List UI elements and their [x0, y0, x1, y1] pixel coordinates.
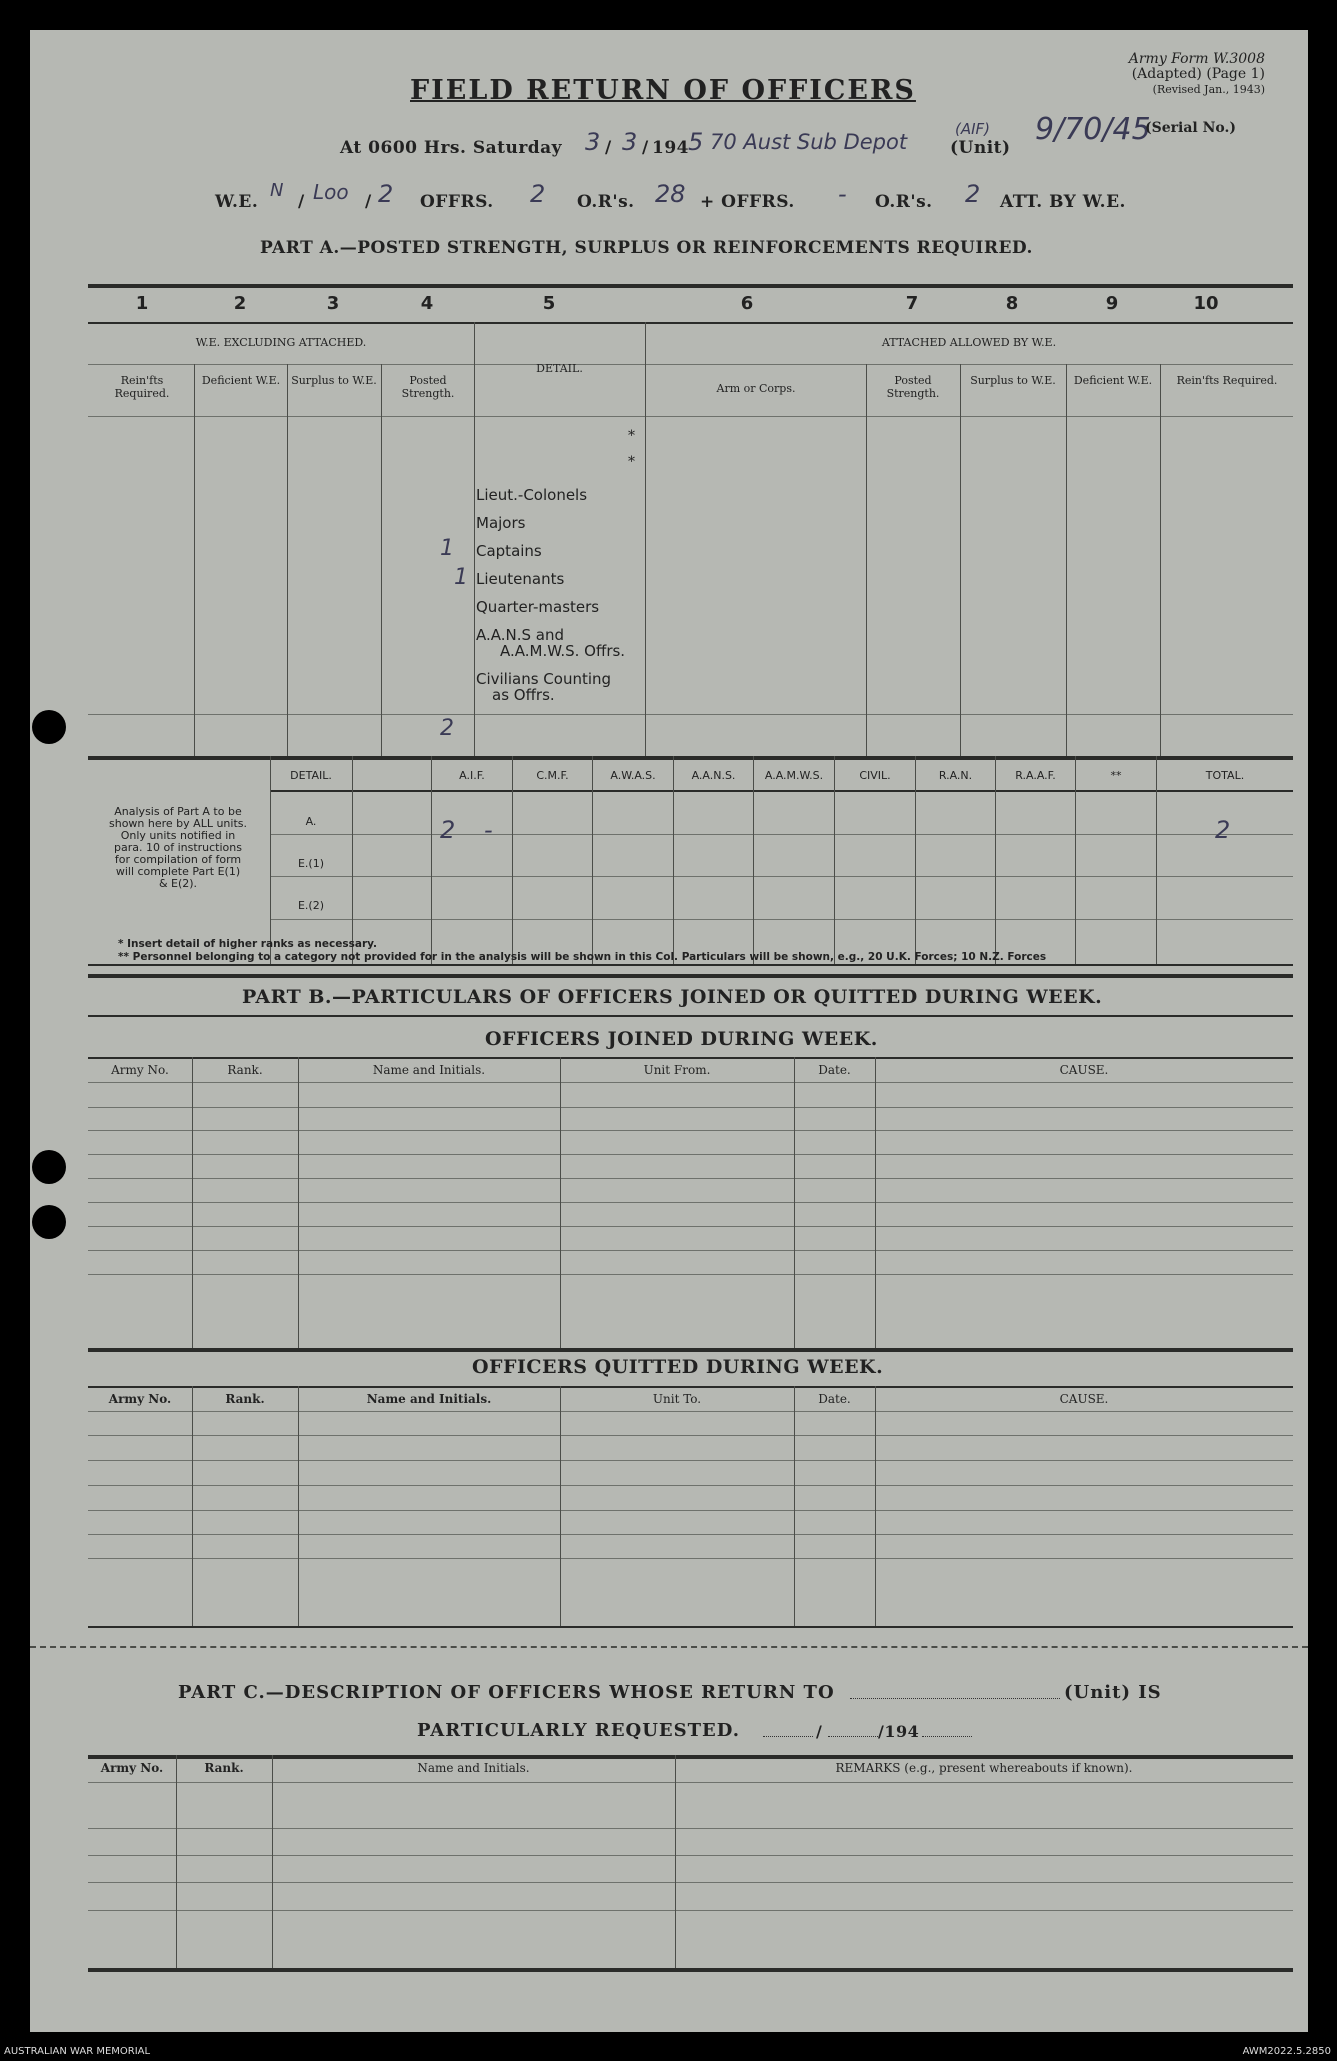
footnote-1: * Insert detail of higher ranks as necessary. [118, 938, 377, 950]
col-number: 6 [740, 293, 754, 314]
year-prefix: 194 [652, 138, 689, 158]
unit-aif: (AIF) [955, 120, 991, 138]
part-c-year: /194 [878, 1722, 920, 1741]
detail-header: DETAIL. [536, 362, 583, 375]
rank-lieutenants: Lieutenants [476, 570, 565, 588]
col3-header: Surplus to W.E. [291, 374, 377, 387]
footer-right: AWM2022.5.2850 [1242, 2046, 1331, 2057]
serial-handwritten: 9/70/45 [1035, 112, 1151, 147]
quitted-heading: OFFICERS QUITTED DURING WEEK. [472, 1356, 884, 1378]
part-c-month-blank [828, 1736, 878, 1737]
quitted-col-cause: CAUSE. [1059, 1392, 1109, 1406]
col-number: 2 [233, 293, 247, 314]
form-title: FIELD RETURN OF OFFICERS [410, 75, 916, 106]
rank-captains: Captains [476, 542, 542, 560]
rank-aamws: A.A.M.W.S. Offrs. [500, 642, 626, 660]
joined-col-name: Name and Initials. [372, 1063, 486, 1077]
joined-col-unit-from: Unit From. [643, 1063, 711, 1077]
quitted-col-date: Date. [818, 1392, 851, 1406]
quitted-col-army-no: Army No. [108, 1392, 172, 1406]
punch-hole [32, 1205, 66, 1239]
analysis-row-e1: E.(1) [297, 857, 325, 870]
joined-col-army-no: Army No. [111, 1063, 169, 1077]
col10-header: Rein'fts Required. [1176, 374, 1278, 387]
part-c-col-name: Name and Initials. [417, 1761, 530, 1775]
year-digit: 5 [688, 128, 704, 156]
we-part1: N [270, 180, 284, 201]
rank-quarter-masters: Quarter-masters [476, 598, 600, 616]
analysis-header-other: ** [1110, 769, 1122, 782]
rank-civilians-2: as Offrs. [492, 686, 555, 704]
ors2-value: 2 [965, 180, 981, 208]
footnote-2: ** Personnel belonging to a category not provided for in the analysis will be shown in this Col. Particulars will be shown, e.g., 20 U.K. Forces; 10 N.Z. Forces [118, 951, 1047, 963]
part-c-unit-is: (Unit) IS [1064, 1682, 1162, 1703]
rank-civilians: Civilians Counting [476, 670, 612, 688]
ors-value: 28 [655, 180, 686, 208]
analysis-header-ran: R.A.N. [938, 769, 973, 782]
col2-header: Deficient W.E. [201, 374, 281, 387]
col1-header: Rein'fts Required. [114, 374, 170, 400]
total-posted: 2 [440, 716, 454, 741]
rank-aans: A.A.N.S and [476, 626, 565, 644]
col-number: 9 [1105, 293, 1119, 314]
serial-label: (Serial No.) [1145, 120, 1236, 136]
analysis-row-e2: E.(2) [297, 899, 325, 912]
col8-header: Surplus to W.E. [970, 374, 1056, 387]
part-a-heading: PART A.—POSTED STRENGTH, SURPLUS OR REINFORCEMENTS REQUIRED. [260, 238, 1033, 258]
col-number: 3 [326, 293, 340, 314]
joined-col-cause: CAUSE. [1059, 1063, 1109, 1077]
part-b-heading: PART B.—PARTICULARS OF OFFICERS JOINED OR QUITTED DURING WEEK. [242, 986, 1103, 1008]
analysis-row-a: A. [305, 815, 317, 828]
attached-allowed-header: ATTACHED ALLOWED BY W.E. [881, 336, 1057, 349]
aif-a-value: 2 [440, 816, 456, 844]
joined-col-rank: Rank. [227, 1063, 263, 1077]
joined-col-date: Date. [818, 1063, 851, 1077]
lieutenants-posted: 1 [454, 565, 468, 590]
analysis-header-civil: CIVIL. [859, 769, 891, 782]
part-c-col-rank: Rank. [204, 1761, 244, 1775]
rank-majors: Majors [476, 514, 526, 532]
footer-left: AUSTRALIAN WAR MEMORIAL [4, 2046, 151, 2057]
rank-lieut-colonels: Lieut.-Colonels [476, 486, 588, 504]
part-c-year-blank [922, 1736, 972, 1737]
col-number: 7 [905, 293, 919, 314]
analysis-header-aif: A.I.F. [459, 769, 485, 782]
total-a-value: 2 [1215, 816, 1231, 844]
offrs-label: OFFRS. [420, 192, 494, 212]
ors-label: O.R's. [577, 192, 635, 212]
quitted-col-rank: Rank. [225, 1392, 265, 1406]
ors2-label: O.R's. [875, 192, 933, 212]
part-c-day-blank [763, 1736, 813, 1737]
quitted-col-name: Name and Initials. [366, 1392, 492, 1406]
part-c-heading-2: PARTICULARLY REQUESTED. [417, 1720, 740, 1741]
at-hours-label: At 0600 Hrs. Saturday [340, 138, 563, 158]
col-number: 8 [1005, 293, 1019, 314]
analysis-header-total: TOTAL. [1205, 769, 1245, 782]
we-excluding-header: W.E. EXCLUDING ATTACHED. [195, 336, 367, 349]
joined-heading: OFFICERS JOINED DURING WEEK. [485, 1028, 878, 1050]
punch-hole [32, 1150, 66, 1184]
cmf-a-value: - [484, 816, 493, 844]
analysis-header-cmf: C.M.F. [536, 769, 569, 782]
analysis-header-detail: DETAIL. [290, 769, 332, 782]
form-number: Army Form W.3008 (Adapted) (Page 1) (Revised Jan., 1943) [1128, 51, 1265, 96]
punch-hole [32, 710, 66, 744]
col4-header: Posted Strength. [401, 374, 455, 400]
quitted-col-unit-to: Unit To. [652, 1392, 702, 1406]
we-part3: 2 [378, 180, 394, 208]
part-c-col-army-no: Army No. [100, 1761, 164, 1775]
asterisk: * [628, 454, 635, 470]
col7-header: Posted Strength. [886, 374, 940, 400]
col6-header: Arm or Corps. [716, 382, 796, 395]
we-part2: Loo [313, 180, 349, 204]
offrs-value: 2 [530, 180, 546, 208]
part-c-col-remarks: REMARKS (e.g., present whereabouts if known). [835, 1761, 1133, 1775]
plus-offrs-label: + OFFRS. [700, 192, 795, 212]
analysis-header-aans: A.A.N.S. [691, 769, 736, 782]
col-number: 5 [542, 293, 556, 314]
analysis-header-awas: A.W.A.S. [610, 769, 656, 782]
we-label: W.E. [215, 192, 259, 212]
col-number: 1 [135, 293, 149, 314]
plus-offrs-value: - [838, 180, 847, 208]
date-month: 3 [622, 128, 638, 156]
part-c-unit-blank [850, 1698, 1060, 1699]
asterisk: * [628, 428, 635, 444]
unit-handwritten: 70 Aust Sub Depot [710, 130, 908, 154]
analysis-header-aamws: A.A.M.W.S. [764, 769, 824, 782]
unit-label: (Unit) [950, 138, 1011, 158]
form-page: FIELD RETURN OF OFFICERS Army Form W.3008 (Adapted) (Page 1) (Revised Jan., 1943) At 0600 Hrs. Saturday 3 / 3 / 194 5 70 Aust Sub Depot (AIF) (Unit) 9/70/45 (Serial No.) W.E. N / Loo / 2 OFFRS. 2 O.R's. 28 + OFFRS. - O.R's. 2 ATT. BY W.E. PART A.—POSTED STRENGTH, SURPLUS OR REINFORCEMENTS REQUIRED. 1 2 3 4 5 6 7 8 9 10 W.E. EXCLUDING ATTACHED. DETAIL. ATTACHED ALLOWED BY W.E. Rein'fts Required. Deficient W.E. Surplus to W.E. Posted Strength. Arm or Corps. Posted Strength. Surplus to W.E. Deficient W.E. Rein'fts Required. * * Lieut.-Colonels Majors Captains Lieutenants Quarter-masters A.A.N.S and A.A.M.W.S. Offrs. Civilians Counting as Offrs. 1 1 2 DETAIL. A.I.F. C.M.F. A.W.A.S. A.A.N.S. A.A.M.W.S. CIVIL. R.A.N. R.A.A.F. ** TOTAL. A. E.(1) E.(2) 2 - 2 Analysis of Part A to be shown here by ALL units. Only units notified in para. 10 of instructions for compilation of form will complete Part E(1) & E(2). * Insert detail of higher ranks as necessary. ** Personnel belonging to a category not provided for in the analysis will be shown in this Col. Particulars will be shown, e.g., 20 U.K. Forces; 10 N.Z. Forces PART B.—PARTICULARS OF OFFICERS JOINED OR QUITTED DURING WEEK. OFFICERS JOINED DURING WEEK. Army No. Rank. Name and Initials. Unit From. Date. CAUSE. OFFICERS QUITTED DURING WEEK. Army No. Rank. Name and Initials. Unit To. Date. CAUSE. PART C.—DESCRIPTION OF OFFICERS WHOSE RETURN TO (Unit) IS PARTICULARLY REQUESTED. / /194 Army No. Rank. Name and Initials. REMARKS (e.g., present whereabouts if known). [30, 30, 1308, 2032]
part-c-heading: PART C.—DESCRIPTION OF OFFICERS WHOSE RETURN TO [178, 1682, 835, 1703]
col9-header: Deficient W.E. [1073, 374, 1153, 387]
captains-posted: 1 [440, 536, 454, 561]
analysis-side-note: Analysis of Part A to be shown here by ALL units. Only units notified in para. 10 of instructions for compilation of form will complete Part E(1) & E(2). [109, 805, 247, 890]
att-label: ATT. BY W.E. [1000, 192, 1126, 212]
col-number: 10 [1193, 293, 1219, 314]
date-day: 3 [585, 128, 601, 156]
analysis-header-raaf: R.A.A.F. [1015, 769, 1056, 782]
col-number: 4 [420, 293, 434, 314]
